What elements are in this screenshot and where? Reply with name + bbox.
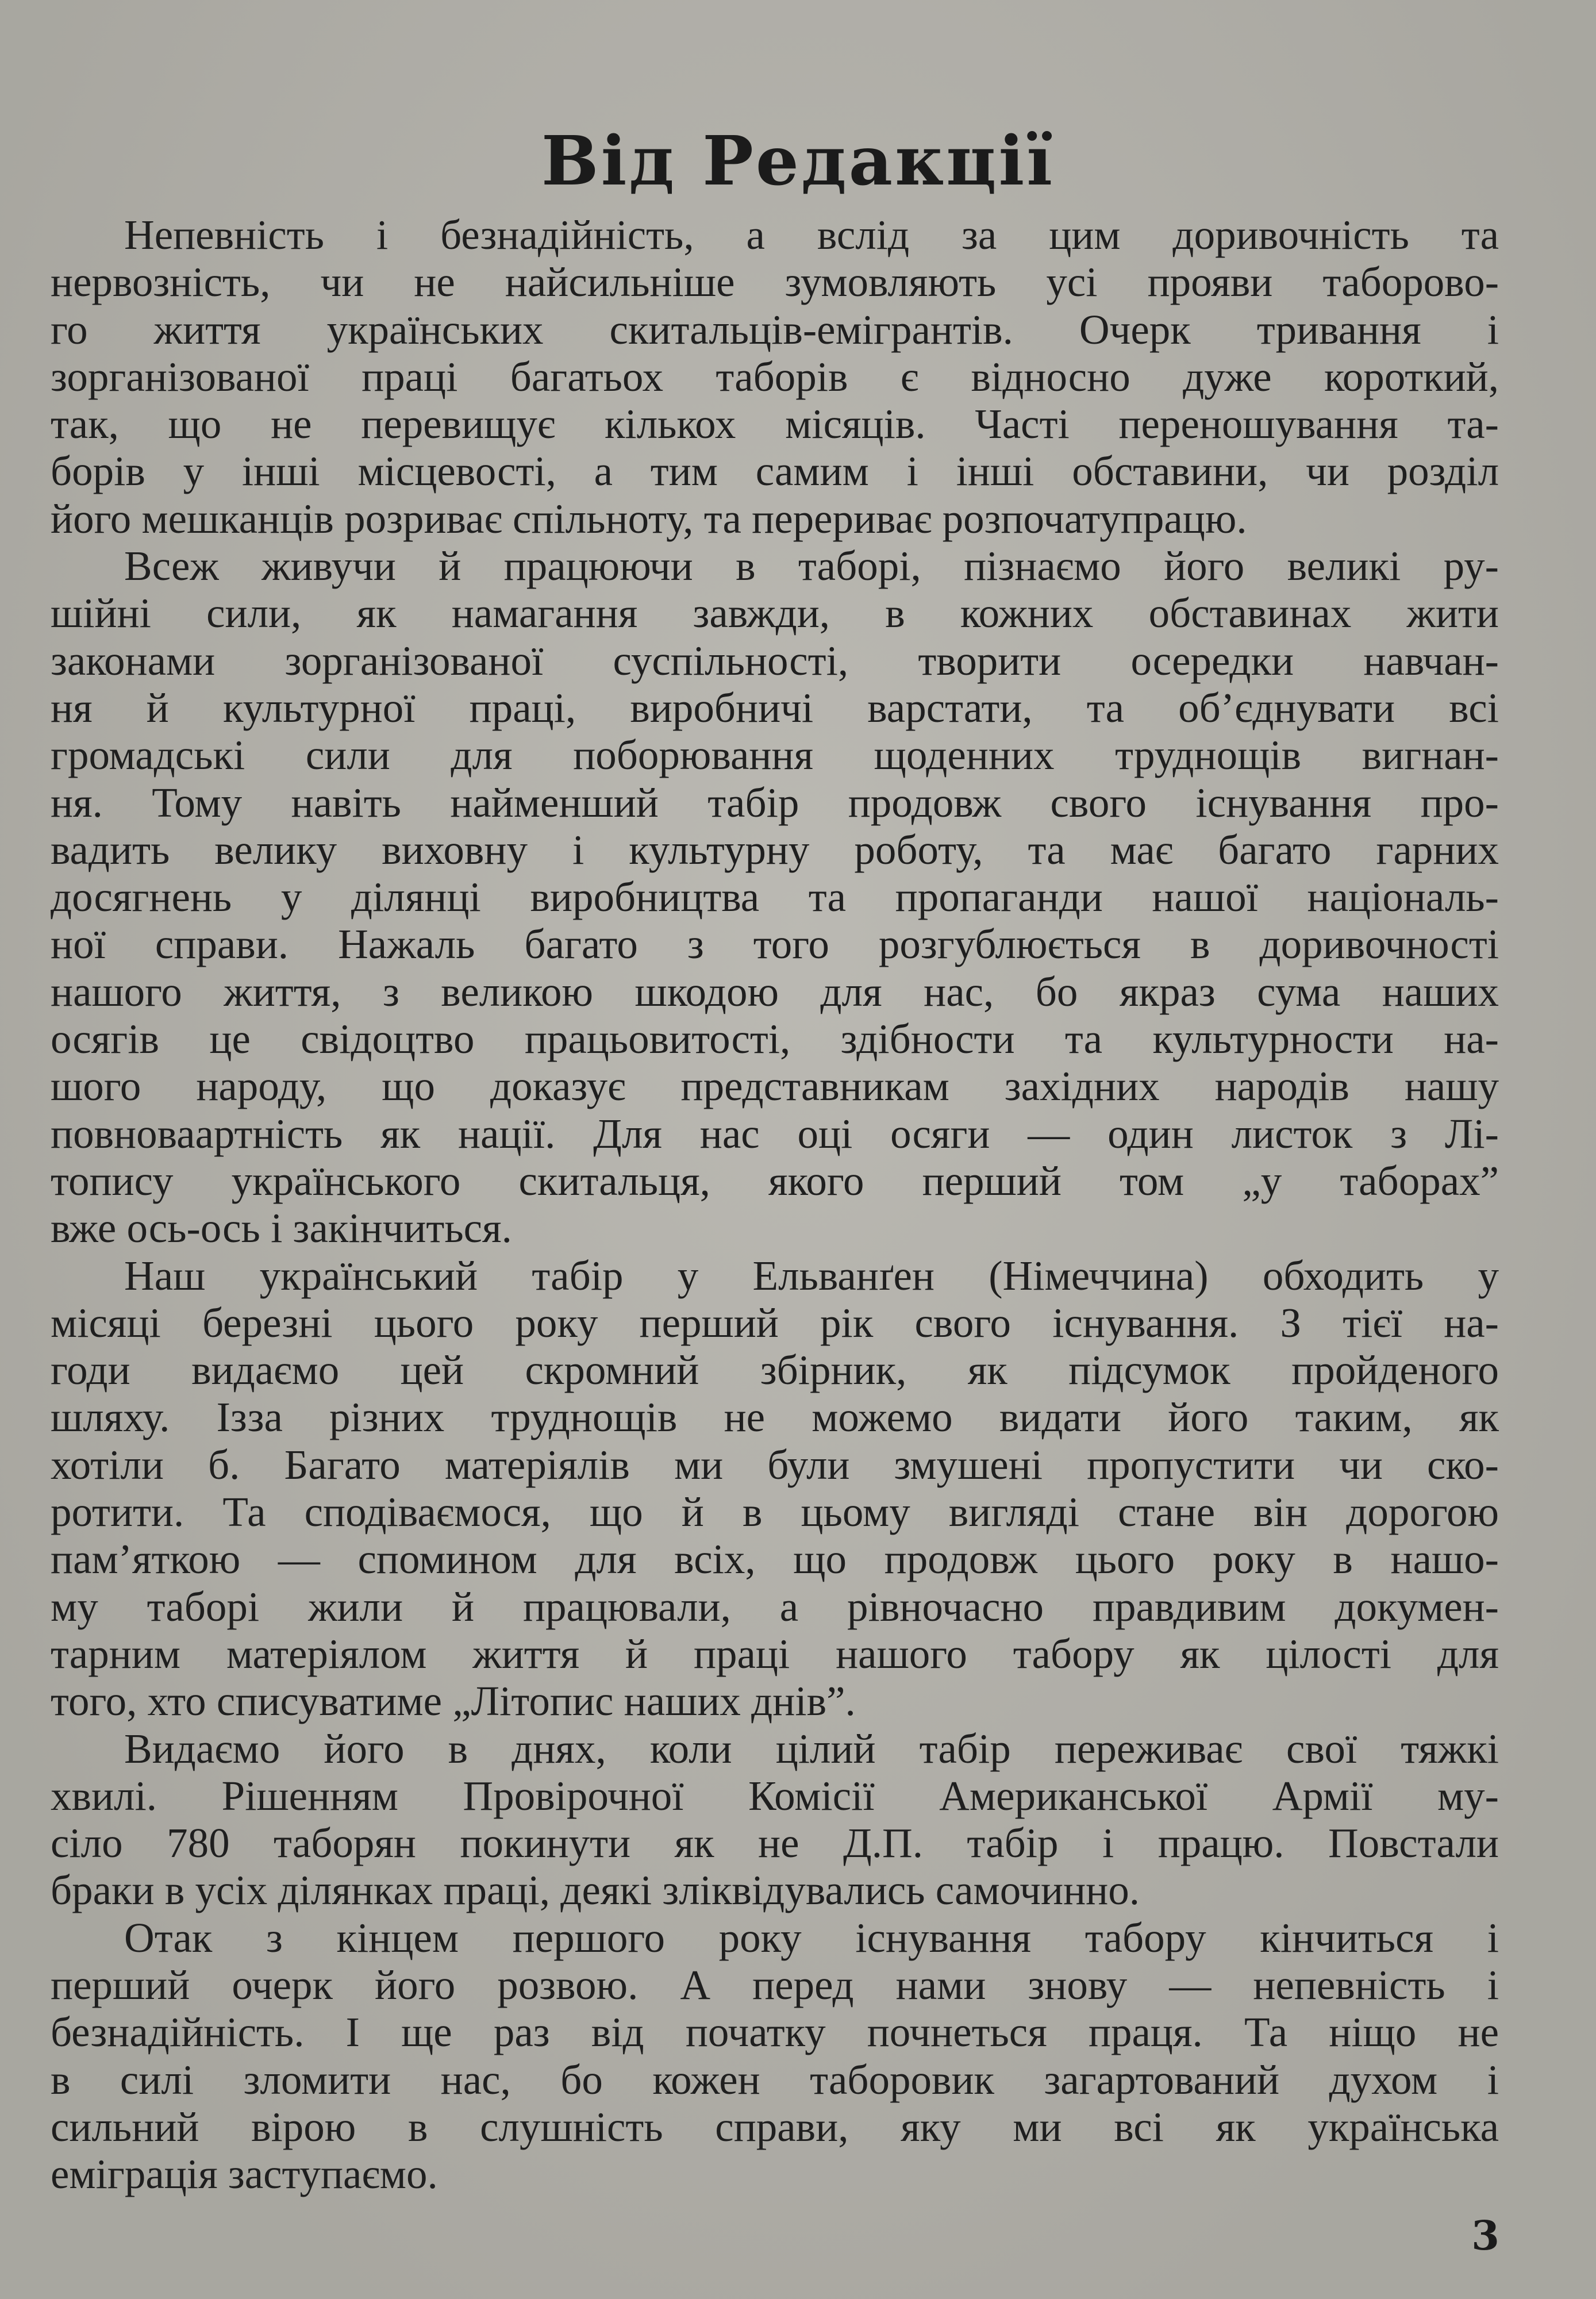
text-line: го життя українських скитальців-емігрантів. Очерк тривання і: [51, 306, 1499, 353]
paragraph: [51, 1252, 1499, 1725]
page-number: 3: [1471, 2212, 1499, 2259]
text-line: нервозність, чи не найсильніше зумовляють усі прояви таборово-: [51, 259, 1499, 306]
text-line: топису українського скитальця, якого перший том „у таборах”: [51, 1157, 1499, 1204]
text-line: його мешканців розриває спільноту, та перериває розпочатупрацю.: [51, 495, 1247, 542]
text-line: Отак з кінцем першого року існування табору кінчиться і: [124, 1914, 1499, 1961]
paragraph: [51, 1914, 1499, 2198]
text-line: осягів це свідоцтво працьовитості, здібности та культурности на-: [51, 1016, 1499, 1063]
text-line: громадські сили для поборювання щоденних труднощів вигнан-: [51, 732, 1499, 779]
text-line: того, хто списуватиме „Літопис наших днів”.: [51, 1678, 856, 1725]
text-line: тарним матеріялом життя й праці нашого табору як цілості для: [51, 1630, 1499, 1677]
text-line: шляху. Ізза різних труднощів не можемо видати його таким, як: [51, 1394, 1499, 1441]
text-line: досягнень у ділянці виробництва та пропаганди нашої національ-: [51, 874, 1499, 921]
text-line: ня. Тому навіть найменший табір продовж свого існування про-: [51, 779, 1499, 826]
text-line: законами зорганізованої суспільності, творити осередки навчан-: [51, 637, 1499, 684]
text-line: годи видаємо цей скромний збірник, як підсумок пройденого: [51, 1347, 1499, 1394]
text-line: еміграція заступаємо.: [51, 2151, 438, 2198]
text-line: му таборі жили й працювали, а рівночасно правдивим докумен-: [51, 1583, 1499, 1630]
text-line: ної справи. Нажаль багато з того розгублюється в доривочності: [51, 921, 1499, 968]
text-line: в силі зломити нас, бо кожен таборовик загартований духом і: [51, 2056, 1499, 2103]
text-line: пам’яткою — спомином для всіх, що продовж цього року в нашо-: [51, 1536, 1499, 1583]
text-line: шійні сили, як намагання завжди, в кожних обставинах жити: [51, 590, 1499, 637]
paragraph: [51, 543, 1499, 1252]
text-line: так, що не перевищує кількох місяців. Часті переношування та-: [51, 401, 1499, 448]
text-line: хвилі. Рішенням Провірочної Комісії Американської Армії му-: [51, 1772, 1499, 1819]
text-line: Наш український табір у Ельванґен (Німеччина) обходить у: [124, 1252, 1499, 1299]
text-line: ротити. Та сподіваємося, що й в цьому вигляді стане він дорогою: [51, 1489, 1499, 1536]
text-line: зорганізованої праці багатьох таборів є відносно дуже короткий,: [51, 353, 1499, 400]
text-line: сіло 780 таборян покинути як не Д.П. табір і працю. Повстали: [51, 1820, 1499, 1867]
text-line: вадить велику виховну і культурну роботу, та має багато гарних: [51, 826, 1499, 873]
text-line: місяці березні цього року перший рік свого існування. З тієї на-: [51, 1299, 1499, 1346]
text-line: шого народу, що доказує представникам західних народів нашу: [51, 1063, 1499, 1110]
text-line: борів у інші місцевості, а тим самим і інші обставини, чи розділ: [51, 448, 1499, 495]
text-line: Видаємо його в днях, коли цілий табір переживає свої тяжкі: [124, 1725, 1499, 1772]
text-line: нашого життя, з великою шкодою для нас, бо якраз сума наших: [51, 968, 1499, 1015]
paragraph: [51, 1725, 1499, 1914]
text-line: вже ось-ось і закінчиться.: [51, 1205, 512, 1252]
text-line: сильний вірою в слушність справи, яку ми всі як українська: [51, 2103, 1499, 2150]
text-line: хотіли б. Багато матеріялів ми були змушені пропустити чи ско-: [51, 1441, 1499, 1488]
paragraph: [51, 212, 1499, 543]
text-line: ня й культурної праці, виробничі варстати, та об’єднувати всі: [51, 684, 1499, 731]
text-line: Непевність і безнадійність, а вслід за цим доривочність та: [124, 212, 1499, 258]
text-line: Всеж живучи й працюючи в таборі, пізнаємо його великі ру-: [124, 543, 1499, 590]
text-line: браки в усіх ділянках праці, деякі зліквідувались самочинно.: [51, 1867, 1140, 1914]
editorial-body: [51, 212, 1499, 2198]
text-line: перший очерк його розвою. А перед нами знову — непевність і: [51, 1961, 1499, 2008]
text-line: повноваартність як нації. Для нас оці осяги — один листок з Лі-: [51, 1110, 1499, 1157]
page-title: Від Редакції: [541, 121, 1055, 201]
text-line: безнадійність. І ще раз від початку почнеться праця. Та ніщо не: [51, 2009, 1499, 2056]
